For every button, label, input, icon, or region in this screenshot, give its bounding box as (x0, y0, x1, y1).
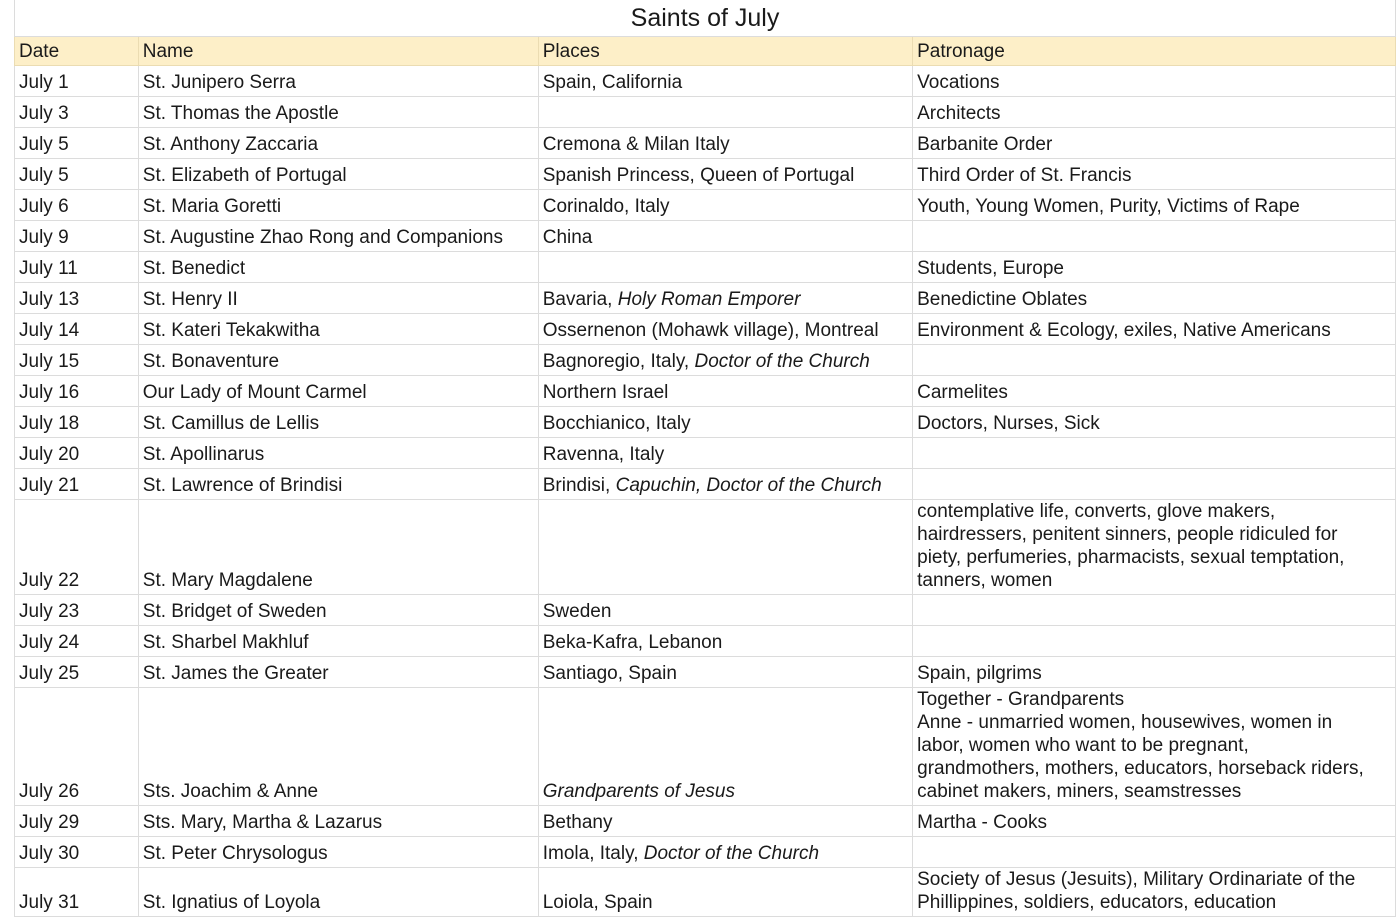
patronage-cell[interactable] (913, 837, 1396, 868)
patronage-line: Vocations (917, 72, 1000, 93)
patronage-line: Architects (917, 103, 1001, 124)
patronage-line (917, 443, 1391, 466)
table-row (15, 626, 1396, 657)
patronage-line: Martha - Cooks (917, 812, 1047, 833)
places-cell[interactable] (538, 66, 912, 97)
places-cell[interactable] (538, 688, 912, 806)
date-cell[interactable]: July 24 (15, 626, 139, 657)
patronage-line: grandmothers, mothers, educators, horseback riders, (917, 758, 1364, 779)
places-cell[interactable] (538, 806, 912, 837)
places-cell[interactable] (538, 314, 912, 345)
table-row (15, 159, 1396, 190)
table-row (15, 469, 1396, 500)
name-cell[interactable]: St. Bonaventure (138, 345, 538, 376)
header-date[interactable]: Date (15, 37, 139, 66)
places-text: Spain, California (542, 72, 683, 93)
patronage-cell[interactable] (913, 438, 1396, 469)
places-cell[interactable] (538, 469, 912, 500)
places-cell[interactable] (538, 438, 912, 469)
table-row (15, 657, 1396, 688)
patronage-line: Carmelites (917, 382, 1008, 403)
places-text: Loiola, Spain (542, 892, 653, 913)
header-row (15, 37, 1396, 66)
date-cell[interactable]: July 6 (15, 190, 139, 221)
patronage-line: Phillippines, soldiers, educators, education (917, 892, 1277, 913)
name-cell[interactable]: St. Lawrence of Brindisi (138, 469, 538, 500)
patronage-cell[interactable] (913, 407, 1396, 438)
patronage-line: tanners, women (917, 570, 1053, 591)
patronage-line: Benedictine Oblates (917, 289, 1088, 310)
table-row (15, 66, 1396, 97)
places-italic-text: Doctor of the Church (694, 351, 870, 372)
spreadsheet (14, 0, 1396, 917)
name-cell[interactable]: St. Anthony Zaccaria (138, 128, 538, 159)
table-row (15, 283, 1396, 314)
places-cell[interactable] (538, 868, 912, 917)
patronage-cell[interactable] (913, 159, 1396, 190)
name-cell[interactable]: St. Benedict (138, 252, 538, 283)
table-row (15, 252, 1396, 283)
date-cell[interactable]: July 20 (15, 438, 139, 469)
date-cell[interactable]: July 13 (15, 283, 139, 314)
places-text: Santiago, Spain (542, 663, 677, 684)
table-row (15, 500, 1396, 595)
name-cell[interactable]: St. Mary Magdalene (138, 500, 538, 595)
patronage-line: Doctors, Nurses, Sick (917, 413, 1100, 434)
places-text: Ravenna, Italy (542, 444, 665, 465)
places-italic-text: Grandparents of Jesus (542, 781, 735, 802)
places-cell[interactable] (538, 376, 912, 407)
table-row (15, 314, 1396, 345)
date-cell[interactable]: July 26 (15, 688, 139, 806)
patronage-cell[interactable] (913, 595, 1396, 626)
name-cell[interactable]: St. Junipero Serra (138, 66, 538, 97)
patronage-cell[interactable] (913, 868, 1396, 917)
date-cell[interactable]: July 14 (15, 314, 139, 345)
name-cell[interactable]: Sts. Joachim & Anne (138, 688, 538, 806)
name-cell[interactable]: St. Henry II (138, 283, 538, 314)
patronage-cell[interactable] (913, 469, 1396, 500)
date-cell[interactable]: July 22 (15, 500, 139, 595)
places-cell[interactable] (538, 345, 912, 376)
patronage-line: Barbanite Order (917, 134, 1053, 155)
date-cell[interactable]: July 31 (15, 868, 139, 917)
date-cell[interactable]: July 3 (15, 97, 139, 128)
patronage-line: Youth, Young Women, Purity, Victims of Rape (917, 196, 1300, 217)
places-text: Bagnoregio, Italy, (542, 351, 695, 372)
patronage-cell[interactable] (913, 376, 1396, 407)
patronage-cell[interactable] (913, 283, 1396, 314)
patronage-line: Society of Jesus (Jesuits), Military Ordinariate of the (917, 869, 1356, 890)
patronage-cell[interactable] (913, 657, 1396, 688)
places-text: Beka-Kafra, Lebanon (542, 632, 723, 653)
date-cell[interactable]: July 11 (15, 252, 139, 283)
patronage-line: hairdressers, penitent sinners, people ridiculed for (917, 524, 1338, 545)
places-cell[interactable] (538, 407, 912, 438)
patronage-cell[interactable] (913, 500, 1396, 595)
sheet-title[interactable]: Saints of July (15, 0, 1396, 37)
saints-table (14, 0, 1396, 917)
header-places[interactable]: Places (538, 37, 912, 66)
patronage-line (917, 631, 1391, 654)
places-text: China (542, 227, 593, 248)
places-text: Bocchianico, Italy (542, 413, 691, 434)
date-cell[interactable]: July 1 (15, 66, 139, 97)
places-cell[interactable] (538, 657, 912, 688)
places-cell[interactable] (538, 500, 912, 595)
places-italic-text: Doctor of the Church (643, 843, 820, 864)
patronage-line (917, 226, 1391, 249)
date-cell[interactable]: July 21 (15, 469, 139, 500)
header-name[interactable]: Name (138, 37, 538, 66)
patronage-cell[interactable] (913, 66, 1396, 97)
date-cell[interactable]: July 29 (15, 806, 139, 837)
name-cell[interactable]: St. Bridget of Sweden (138, 595, 538, 626)
name-cell[interactable]: St. Maria Goretti (138, 190, 538, 221)
date-cell[interactable]: July 25 (15, 657, 139, 688)
places-text: Bethany (542, 812, 613, 833)
name-cell[interactable]: St. Camillus de Lellis (138, 407, 538, 438)
places-text: Ossernenon (Mohawk village), Montreal (542, 320, 879, 341)
places-italic-text: Capuchin, Doctor of the Church (615, 475, 882, 496)
table-row (15, 345, 1396, 376)
places-text: Bavaria, (542, 289, 618, 310)
table-row (15, 376, 1396, 407)
patronage-cell[interactable] (913, 221, 1396, 252)
table-row (15, 868, 1396, 917)
patronage-cell[interactable] (913, 252, 1396, 283)
patronage-line: contemplative life, converts, glove makers, (917, 501, 1276, 522)
patronage-cell[interactable] (913, 626, 1396, 657)
date-cell[interactable]: July 30 (15, 837, 139, 868)
name-cell[interactable]: St. Thomas the Apostle (138, 97, 538, 128)
places-cell[interactable] (538, 128, 912, 159)
table-row (15, 688, 1396, 806)
patronage-line: Together - Grandparents (917, 689, 1125, 710)
table-row (15, 128, 1396, 159)
patronage-cell[interactable] (913, 806, 1396, 837)
patronage-line (917, 350, 1391, 373)
patronage-cell[interactable] (913, 345, 1396, 376)
date-cell[interactable]: July 9 (15, 221, 139, 252)
patronage-cell[interactable] (913, 97, 1396, 128)
header-patronage[interactable]: Patronage (913, 37, 1396, 66)
places-cell[interactable] (538, 252, 912, 283)
date-cell[interactable]: July 16 (15, 376, 139, 407)
patronage-line: Spain, pilgrims (917, 663, 1042, 684)
patronage-line: Environment & Ecology, exiles, Native Americans (917, 320, 1331, 341)
table-row (15, 806, 1396, 837)
patronage-line (917, 600, 1391, 623)
patronage-line: Anne - unmarried women, housewives, women in (917, 712, 1333, 733)
name-cell[interactable]: Our Lady of Mount Carmel (138, 376, 538, 407)
table-row (15, 438, 1396, 469)
places-text: Northern Israel (542, 382, 669, 403)
patronage-line (917, 842, 1391, 865)
name-cell[interactable]: St. Augustine Zhao Rong and Companions (138, 221, 538, 252)
places-cell[interactable] (538, 159, 912, 190)
patronage-cell[interactable] (913, 190, 1396, 221)
date-cell[interactable]: July 5 (15, 159, 139, 190)
places-cell[interactable] (538, 837, 912, 868)
table-row (15, 407, 1396, 438)
patronage-line: labor, women who want to be pregnant, (917, 735, 1249, 756)
date-cell[interactable]: July 15 (15, 345, 139, 376)
patronage-line: piety, perfumeries, pharmacists, sexual temptation, (917, 547, 1345, 568)
places-text: Sweden (542, 601, 612, 622)
date-cell[interactable]: July 23 (15, 595, 139, 626)
name-cell[interactable]: St. Ignatius of Loyola (138, 868, 538, 917)
date-cell[interactable]: July 18 (15, 407, 139, 438)
places-cell[interactable] (538, 221, 912, 252)
patronage-cell[interactable] (913, 314, 1396, 345)
patronage-line: cabinet makers, miners, seamstresses (917, 781, 1242, 802)
table-row (15, 595, 1396, 626)
name-cell[interactable]: St. Peter Chrysologus (138, 837, 538, 868)
places-italic-text: Holy Roman Emporer (617, 289, 801, 310)
patronage-cell[interactable] (913, 688, 1396, 806)
name-cell[interactable]: St. Kateri Tekakwitha (138, 314, 538, 345)
patronage-line: Third Order of St. Francis (917, 165, 1132, 186)
places-text: Cremona & Milan Italy (542, 134, 730, 155)
patronage-line: Students, Europe (917, 258, 1064, 279)
places-cell[interactable] (538, 595, 912, 626)
table-row (15, 221, 1396, 252)
places-cell[interactable] (538, 190, 912, 221)
patronage-line (917, 474, 1391, 497)
patronage-cell[interactable] (913, 128, 1396, 159)
name-cell[interactable]: Sts. Mary, Martha & Lazarus (138, 806, 538, 837)
name-cell[interactable]: St. Apollinarus (138, 438, 538, 469)
places-cell[interactable] (538, 97, 912, 128)
table-row (15, 837, 1396, 868)
places-text: Imola, Italy, (542, 843, 644, 864)
places-text: Spanish Princess, Queen of Portugal (542, 165, 855, 186)
name-cell[interactable]: St. Sharbel Makhluf (138, 626, 538, 657)
date-cell[interactable]: July 5 (15, 128, 139, 159)
places-text: Brindisi, (542, 475, 616, 496)
table-row (15, 97, 1396, 128)
name-cell[interactable]: St. Elizabeth of Portugal (138, 159, 538, 190)
places-text: Corinaldo, Italy (542, 196, 670, 217)
table-row (15, 190, 1396, 221)
places-cell[interactable] (538, 626, 912, 657)
name-cell[interactable]: St. James the Greater (138, 657, 538, 688)
places-cell[interactable] (538, 283, 912, 314)
